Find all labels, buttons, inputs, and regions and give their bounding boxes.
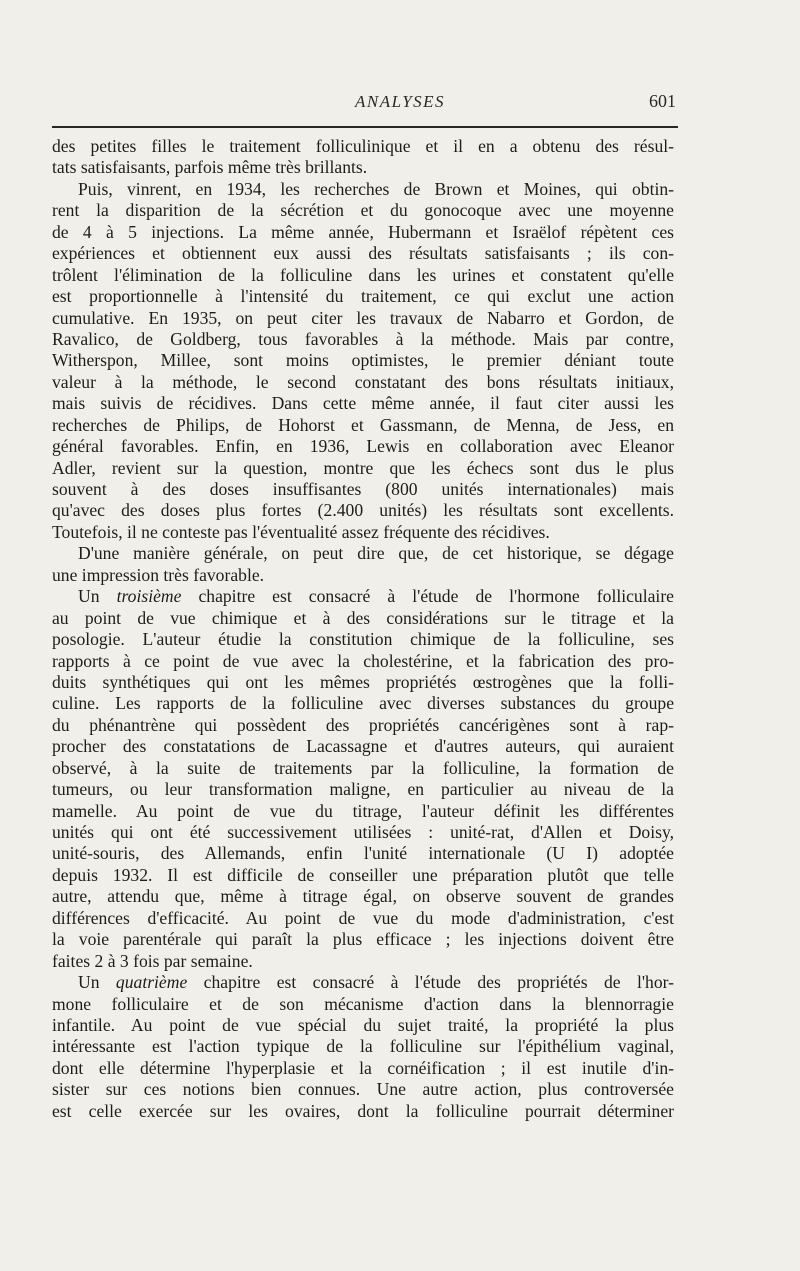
text-line: différences d'efficacité. Au point de vue du mode d'administration, c'est xyxy=(52,907,674,928)
text-line: Puis, vinrent, en 1934, les recherches de Brown et Moines, qui obtin- xyxy=(78,178,674,199)
text-line: procher des constatations de Lacassagne et d'autres auteurs, qui auraient xyxy=(52,736,674,757)
text-line: autre, attendu que, même à titrage égal, on observe souvent de grandes xyxy=(52,886,674,907)
running-title: ANALYSES xyxy=(354,92,446,111)
text-line: depuis 1932. Il est difficile de conseiller une préparation plutôt que telle xyxy=(52,864,674,885)
line-rest: chapitre est consacré à l'étude des propriétés de l'hor- xyxy=(203,972,674,993)
text-line: mais suivis de récidives. Dans cette même année, il faut citer aussi les xyxy=(52,393,674,414)
text-line: mone folliculaire et de son mécanisme d'action dans la blennorragie xyxy=(52,993,674,1014)
text-line: cumulative. En 1935, on peut citer les travaux de Nabarro et Gordon, de xyxy=(52,307,674,328)
text-line: intéressante est l'action typique de la folliculine sur l'épithélium vaginal, xyxy=(52,1036,674,1057)
lead-word: Un xyxy=(78,972,100,993)
text-line: de 4 à 5 injections. La même année, Hubermann et Israëlof répètent ces xyxy=(52,221,674,242)
text-line: la voie parentérale qui paraît la plus efficace ; les injections doivent être xyxy=(52,929,674,950)
line-rest: chapitre est consacré à l'étude de l'hormone folliculaire xyxy=(198,586,674,607)
text-line: Adler, revient sur la question, montre que les échecs sont dus le plus xyxy=(52,457,674,478)
text-line: duits synthétiques qui ont les mêmes propriétés œstrogènes que la folli- xyxy=(52,671,674,692)
body-text xyxy=(52,136,674,1122)
text-line: rent la disparition de la sécrétion et du gonocoque avec une moyenne xyxy=(52,200,674,221)
text-line: tats satisfaisants, parfois même très brillants. xyxy=(52,157,368,178)
text-line: infantile. Au point de vue spécial du sujet traité, la propriété la plus xyxy=(52,1014,674,1035)
text-line: D'une manière générale, on peut dire que, de cet historique, se dégage xyxy=(78,543,674,564)
text-line: est proportionnelle à l'intensité du traitement, ce qui exclut une action xyxy=(52,286,674,307)
text-line: au point de vue chimique et à des considérations sur le titrage et la xyxy=(52,607,674,628)
text-line: souvent à des doses insuffisantes (800 unités internationales) mais xyxy=(52,479,674,499)
text-line: unité-souris, des Allemands, enfin l'unité internationale (U I) adoptée xyxy=(52,843,674,864)
text-line: général favorables. Enfin, en 1936, Lewis en collaboration avec Eleanor xyxy=(52,436,674,457)
text-line: recherches de Philips, de Hohorst et Gassmann, de Menna, de Jess, en xyxy=(52,414,674,435)
text-line: valeur à la méthode, le second constatant des bons résultats initiaux, xyxy=(52,371,674,392)
text-line: Ravalico, de Goldberg, tous favorables à la méthode. Mais par contre, xyxy=(52,328,674,349)
text-line-troisieme xyxy=(52,586,674,607)
page-number: 601 xyxy=(649,91,676,111)
text-line: sister sur ces notions bien connues. Une autre action, plus controversée xyxy=(52,1079,674,1100)
text-line: faites 2 à 3 fois par semaine. xyxy=(52,950,253,971)
italic-ordinal: troisième xyxy=(116,586,182,607)
text-line: Witherspon, Millee, sont moins optimistes, le premier déniant toute xyxy=(52,350,674,371)
text-line-quatrieme xyxy=(52,972,674,993)
text-line: unités qui ont été successivement utilisées : unité-rat, d'Allen et Doisy, xyxy=(52,822,674,842)
text-line: tumeurs, ou leur transformation maligne, en particulier au niveau de la xyxy=(52,779,674,800)
text-line: du phénantrène qui possèdent des propriétés cancérigènes sont à rap- xyxy=(52,714,674,735)
text-line: des petites filles le traitement folliculinique et il en a obtenu des résul- xyxy=(52,136,674,156)
header-rule xyxy=(52,126,678,128)
text-line: posologie. L'auteur étudie la constitution chimique de la folliculine, ses xyxy=(52,629,674,650)
text-line: rapports à ce point de vue avec la cholestérine, et la fabrication des pro- xyxy=(52,650,674,671)
text-line: mamelle. Au point de vue du titrage, l'auteur définit les différentes xyxy=(52,800,674,821)
text-line: observé, à la suite de traitements par la folliculine, la formation de xyxy=(52,757,674,778)
text-line: expériences et obtiennent eux aussi des résultats satisfaisants ; ils con- xyxy=(52,243,674,264)
text-line: qu'avec des doses plus fortes (2.400 unités) les résultats sont excellents. xyxy=(52,500,674,521)
italic-ordinal: quatrième xyxy=(115,972,188,993)
text-line: Toutefois, il ne conteste pas l'éventualité assez fréquente des récidives. xyxy=(52,521,550,542)
text-line: trôlent l'élimination de la folliculine dans les urines et constatent qu'elle xyxy=(52,264,674,285)
text-line: une impression très favorable. xyxy=(52,564,265,585)
text-line: dont elle détermine l'hyperplasie et la cornéification ; il est inutile d'in- xyxy=(52,1057,674,1078)
text-line: culine. Les rapports de la folliculine avec diverses substances du groupe xyxy=(52,693,674,714)
text-line: est celle exercée sur les ovaires, dont la folliculine pourrait déterminer xyxy=(52,1100,674,1121)
lead-word: Un xyxy=(78,586,100,607)
